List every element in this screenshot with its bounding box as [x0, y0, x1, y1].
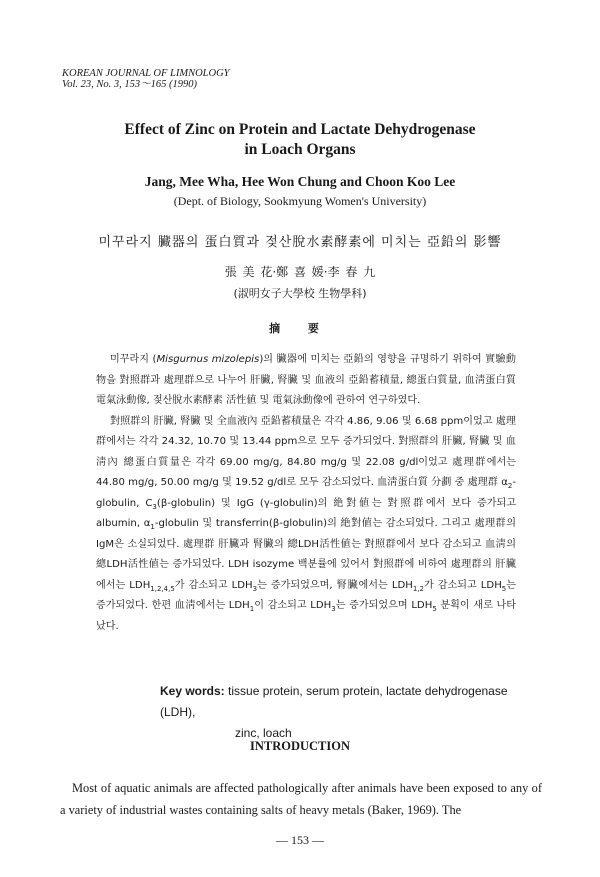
keywords-line-1: tissue protein, serum protein, lactate dehydrogenase (LDH),	[160, 684, 508, 719]
korean-title: 미꾸라지 臟器의 蛋白質과 젖산脫水素酵素에 미치는 亞鉛의 影響	[98, 235, 502, 250]
abstract-heading: 摘 要	[269, 322, 331, 335]
keywords	[160, 681, 520, 744]
species-name: Misgurnus mizolepis	[156, 354, 260, 365]
korean-authors: 張 美 花·鄭 喜 媛·李 春 九	[224, 265, 376, 279]
keywords-label: Key words:	[160, 684, 225, 698]
title-line-1: Effect of Zinc on Protein and Lactate Dehydrogenase	[124, 121, 476, 138]
abstract-paragraph-2: 對照群의 肝臟, 腎臟 및 全血液內 亞鉛蓄積量은 각각 4.86, 9.06 및 6.68 ppm이었고 處理群에서는 각각 24.32, 10.70 및 13.44 ppm으로 모두 증가되었다. 對照群의 肝臟, 腎臟 및 血淸內 總蛋白質量은 각각 69.00 mg/g, 84.80 mg/g 및 22.08 g/dl이었고 處理群에서는 44.80 mg/g, 50.00 mg/g 및 19.52 g/dl로 모두 감소되었다. 血淸蛋白質 分劃 중 處理群 $\alpha_2$-globulin, $C_3(\beta-globulin)$ 및 IgG (γ-globulin)의 絶對値는 對照群에서 보다 증가되고 albumin, $\alpha_1$-globulin 및 transferrin(β-globulin)의 絶對値는 감소되었다. 그리고 處理群의 IgM은 소실되었다. 處理群 肝臟과 腎臟의 總LDH活性値는 對照群에서 보다 감소되고 血淸의 總LDH活性値는 증가되었다. LDH isozyme 백분률에 있어서 對照群에 비하여 處理群의 肝臟에서는 $LDH_{1,2,4,5}$가 감소되고 $LDH_3$는 증가되었으며, 腎臟에서는 $LDH_{1,2}$가 감소되고 $LDH_5$는 증가되었다. 한편 血淸에서는 $LDH_1$이 감소되고 $LDH_3$는 증가되었으며 $LDH_5$ 분획이 새로 나타났다.	[96, 415, 517, 632]
abstract-paragraph-1: 미꾸라지 (Misgurnus mizolepis)의 臟器에 미치는 亞鉛의 영향을 규명하기 위하여 實驗動物을 對照群과 處理群으로 나누어 肝臟, 腎臟 및 血液의 亞鉛蓄積量, 總蛋白質量, 血淸蛋白質 電氣泳動像, 젖산脫水素酵素 活性値 및 電氣泳動像에 관하여 연구하였다.	[96, 354, 517, 406]
affiliation-en: (Dept. of Biology, Sookmyung Women's University)	[173, 194, 427, 208]
title-line-2: in Loach Organs	[244, 141, 356, 158]
journal-citation: Vol. 23, No. 3, 153～165 (1990)	[62, 79, 198, 90]
introduction-heading: INTRODUCTION	[249, 739, 350, 753]
journal-header	[62, 68, 230, 90]
keywords-line-2: zinc, loach	[235, 726, 292, 740]
introduction-paragraph: Most of aquatic animals are affected pathologically after animals have been exposed to any of a variety of industrial wastes containing salts of heavy metals (Baker, 1969). The	[60, 781, 542, 817]
authors-en: Jang, Mee Wha, Hee Won Chung and Choon Koo Lee	[144, 174, 456, 189]
page-number: — 153 —	[276, 833, 324, 847]
paper-title	[0, 120, 600, 160]
abstract-body	[96, 350, 516, 637]
journal-name: KOREAN JOURNAL OF LIMNOLOGY	[62, 68, 230, 79]
korean-affiliation: (淑明女子大學校 生物學科)	[233, 287, 367, 300]
introduction-body	[60, 777, 542, 821]
